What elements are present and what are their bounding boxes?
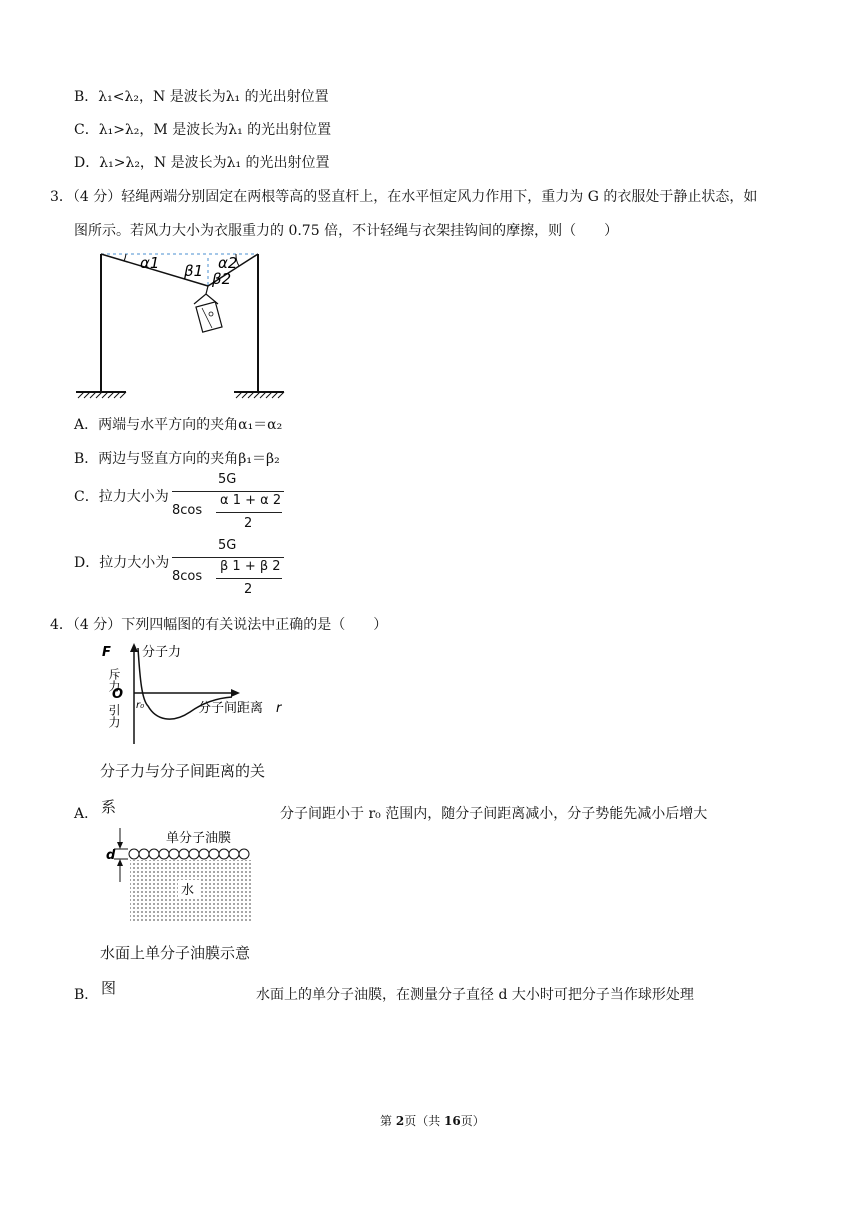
water-label: 水 bbox=[181, 883, 195, 898]
fraction-two: 2 bbox=[244, 582, 253, 597]
q2-option-c: C．λ₁>λ₂，M 是波长为λ₁ 的光出射位置 bbox=[74, 122, 332, 138]
clothesline-figure bbox=[66, 244, 286, 404]
footer-page: 2 bbox=[395, 1114, 405, 1128]
graph-caption-tail: 系 bbox=[101, 798, 117, 816]
q3-option-d-prefix: D．拉力大小为 bbox=[74, 555, 170, 571]
q3-option-c-prefix: C．拉力大小为 bbox=[74, 489, 169, 505]
repel-label: 斥力 bbox=[107, 668, 121, 692]
fraction-numerator: 5G bbox=[218, 538, 237, 553]
axis-f-label: F bbox=[102, 645, 111, 660]
molecular-force-graph bbox=[100, 640, 290, 748]
q3-stem-line1: 3．（4 分）轻绳两端分别固定在两根等高的竖直杆上，在水平恒定风力作用下，重力为 G 的衣服处于静止状态，如 bbox=[50, 189, 758, 205]
label-beta1: β1 bbox=[184, 262, 204, 280]
q4-option-b-label: B． bbox=[74, 987, 99, 1003]
axis-x-title: 分子间距离 bbox=[198, 701, 264, 716]
q3-option-a: A．两端与水平方向的夹角α₁＝α₂ bbox=[74, 417, 283, 433]
page-footer bbox=[380, 1112, 485, 1129]
fraction-cos: 8cos bbox=[172, 569, 203, 584]
origin-label: O bbox=[112, 687, 124, 702]
fraction-angle-sum: α 1 + α 2 bbox=[220, 493, 282, 508]
film-caption-tail: 图 bbox=[101, 979, 117, 997]
footer-mid: 页（共 bbox=[404, 1114, 445, 1128]
axis-y-title: 分子力 bbox=[142, 645, 182, 660]
graph-caption: 分子力与分子间距离的关 bbox=[100, 762, 266, 780]
label-alpha2: α2 bbox=[218, 254, 238, 272]
q4-option-a-label: A． bbox=[74, 806, 99, 822]
q2-option-d: D．λ₁>λ₂，N 是波长为λ₁ 的光出射位置 bbox=[74, 155, 330, 171]
r0-label: r₀ bbox=[136, 700, 145, 711]
q4-option-b-text: 水面上的单分子油膜，在测量分子直径 d 大小时可把分子当作球形处理 bbox=[256, 987, 694, 1003]
footer-total: 16 bbox=[444, 1114, 461, 1128]
q2-option-b: B．λ₁<λ₂，N 是波长为λ₁ 的光出射位置 bbox=[74, 89, 329, 105]
q4-stem: 4．（4 分）下列四幅图的有关说法中正确的是（ ） bbox=[50, 617, 388, 633]
fraction-angle-sum: β 1 + β 2 bbox=[220, 559, 281, 574]
label-beta2: β2 bbox=[212, 270, 232, 288]
axis-r-label: r bbox=[276, 701, 282, 716]
attract-label: 引力 bbox=[107, 704, 121, 728]
footer-suffix: 页） bbox=[460, 1114, 485, 1128]
q3-option-d-fraction bbox=[172, 538, 288, 600]
film-label: 单分子油膜 bbox=[166, 831, 232, 846]
oil-film-diagram bbox=[100, 822, 260, 926]
fraction-two: 2 bbox=[244, 516, 253, 531]
fraction-numerator: 5G bbox=[218, 472, 237, 487]
footer-prefix: 第 bbox=[380, 1114, 396, 1128]
q3-stem-line2: 图所示。若风力大小为衣服重力的 0.75 倍，不计轻绳与衣架挂钩间的摩擦，则（ ） bbox=[74, 223, 619, 239]
fraction-cos: 8cos bbox=[172, 503, 203, 518]
film-caption: 水面上单分子油膜示意 bbox=[100, 944, 251, 962]
q3-option-b: B．两边与竖直方向的夹角β₁＝β₂ bbox=[74, 451, 280, 467]
q4-option-a-text: 分子间距小于 r₀ 范围内，随分子间距离减小，分子势能先减小后增大 bbox=[280, 806, 708, 822]
label-alpha1: α1 bbox=[140, 254, 160, 272]
thickness-d-label: d bbox=[106, 848, 116, 863]
q3-option-c-fraction bbox=[172, 472, 288, 534]
